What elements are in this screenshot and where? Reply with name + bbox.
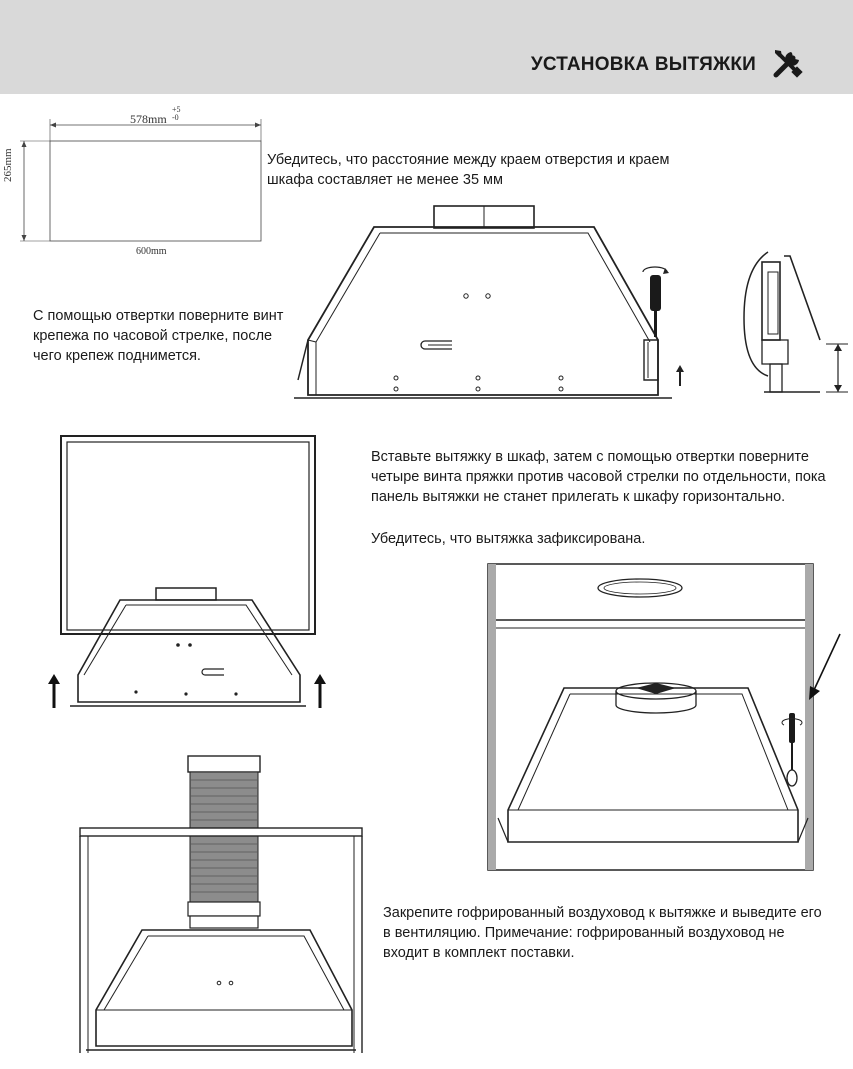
- page-header: [0, 0, 853, 94]
- hood-front-view: [288, 200, 678, 410]
- cutout-width-tolerance: +5 -0: [172, 105, 181, 122]
- cutout-dimension-drawing: [10, 105, 270, 265]
- page-title: УСТАНОВКА ВЫТЯЖКИ: [530, 54, 756, 75]
- step-1-text: Убедитесь, что расстояние между краем отверстия и краем шкафа составляет не менее 35 мм: [267, 152, 670, 188]
- step-2-text: С помощью отвертки поверните винт крепежа по часовой стрелке, после чего крепеж поднимется.: [33, 308, 284, 364]
- step-4-text: Закрепите гофрированный воздуховод к вытяжке и выведите его в вентиляцию. Примечание: гофрированный воздуховод не входит в комплект поставки.: [383, 905, 822, 961]
- cutout-width-label: 578mm: [130, 112, 167, 126]
- hood-in-cabinet-perspective: [486, 560, 850, 878]
- duct-installation-view: [76, 748, 376, 1058]
- step-3-text: Вставьте вытяжку в шкаф, затем с помощью отвертки поверните четыре винта пряжки против часовой стрелки по отдельности, пока панель вытяжки не станет прилегать к шкафу горизонтально.: [371, 449, 826, 505]
- cutout-height-label: 265mm: [2, 148, 14, 182]
- tools-icon: [771, 46, 805, 80]
- step-3-confirm-text: Убедитесь, что вытяжка зафиксирована.: [371, 531, 646, 547]
- cabinet-width-label: 600mm: [136, 246, 167, 257]
- clamp-side-detail: [740, 248, 850, 398]
- hood-in-cabinet-front: [38, 430, 338, 720]
